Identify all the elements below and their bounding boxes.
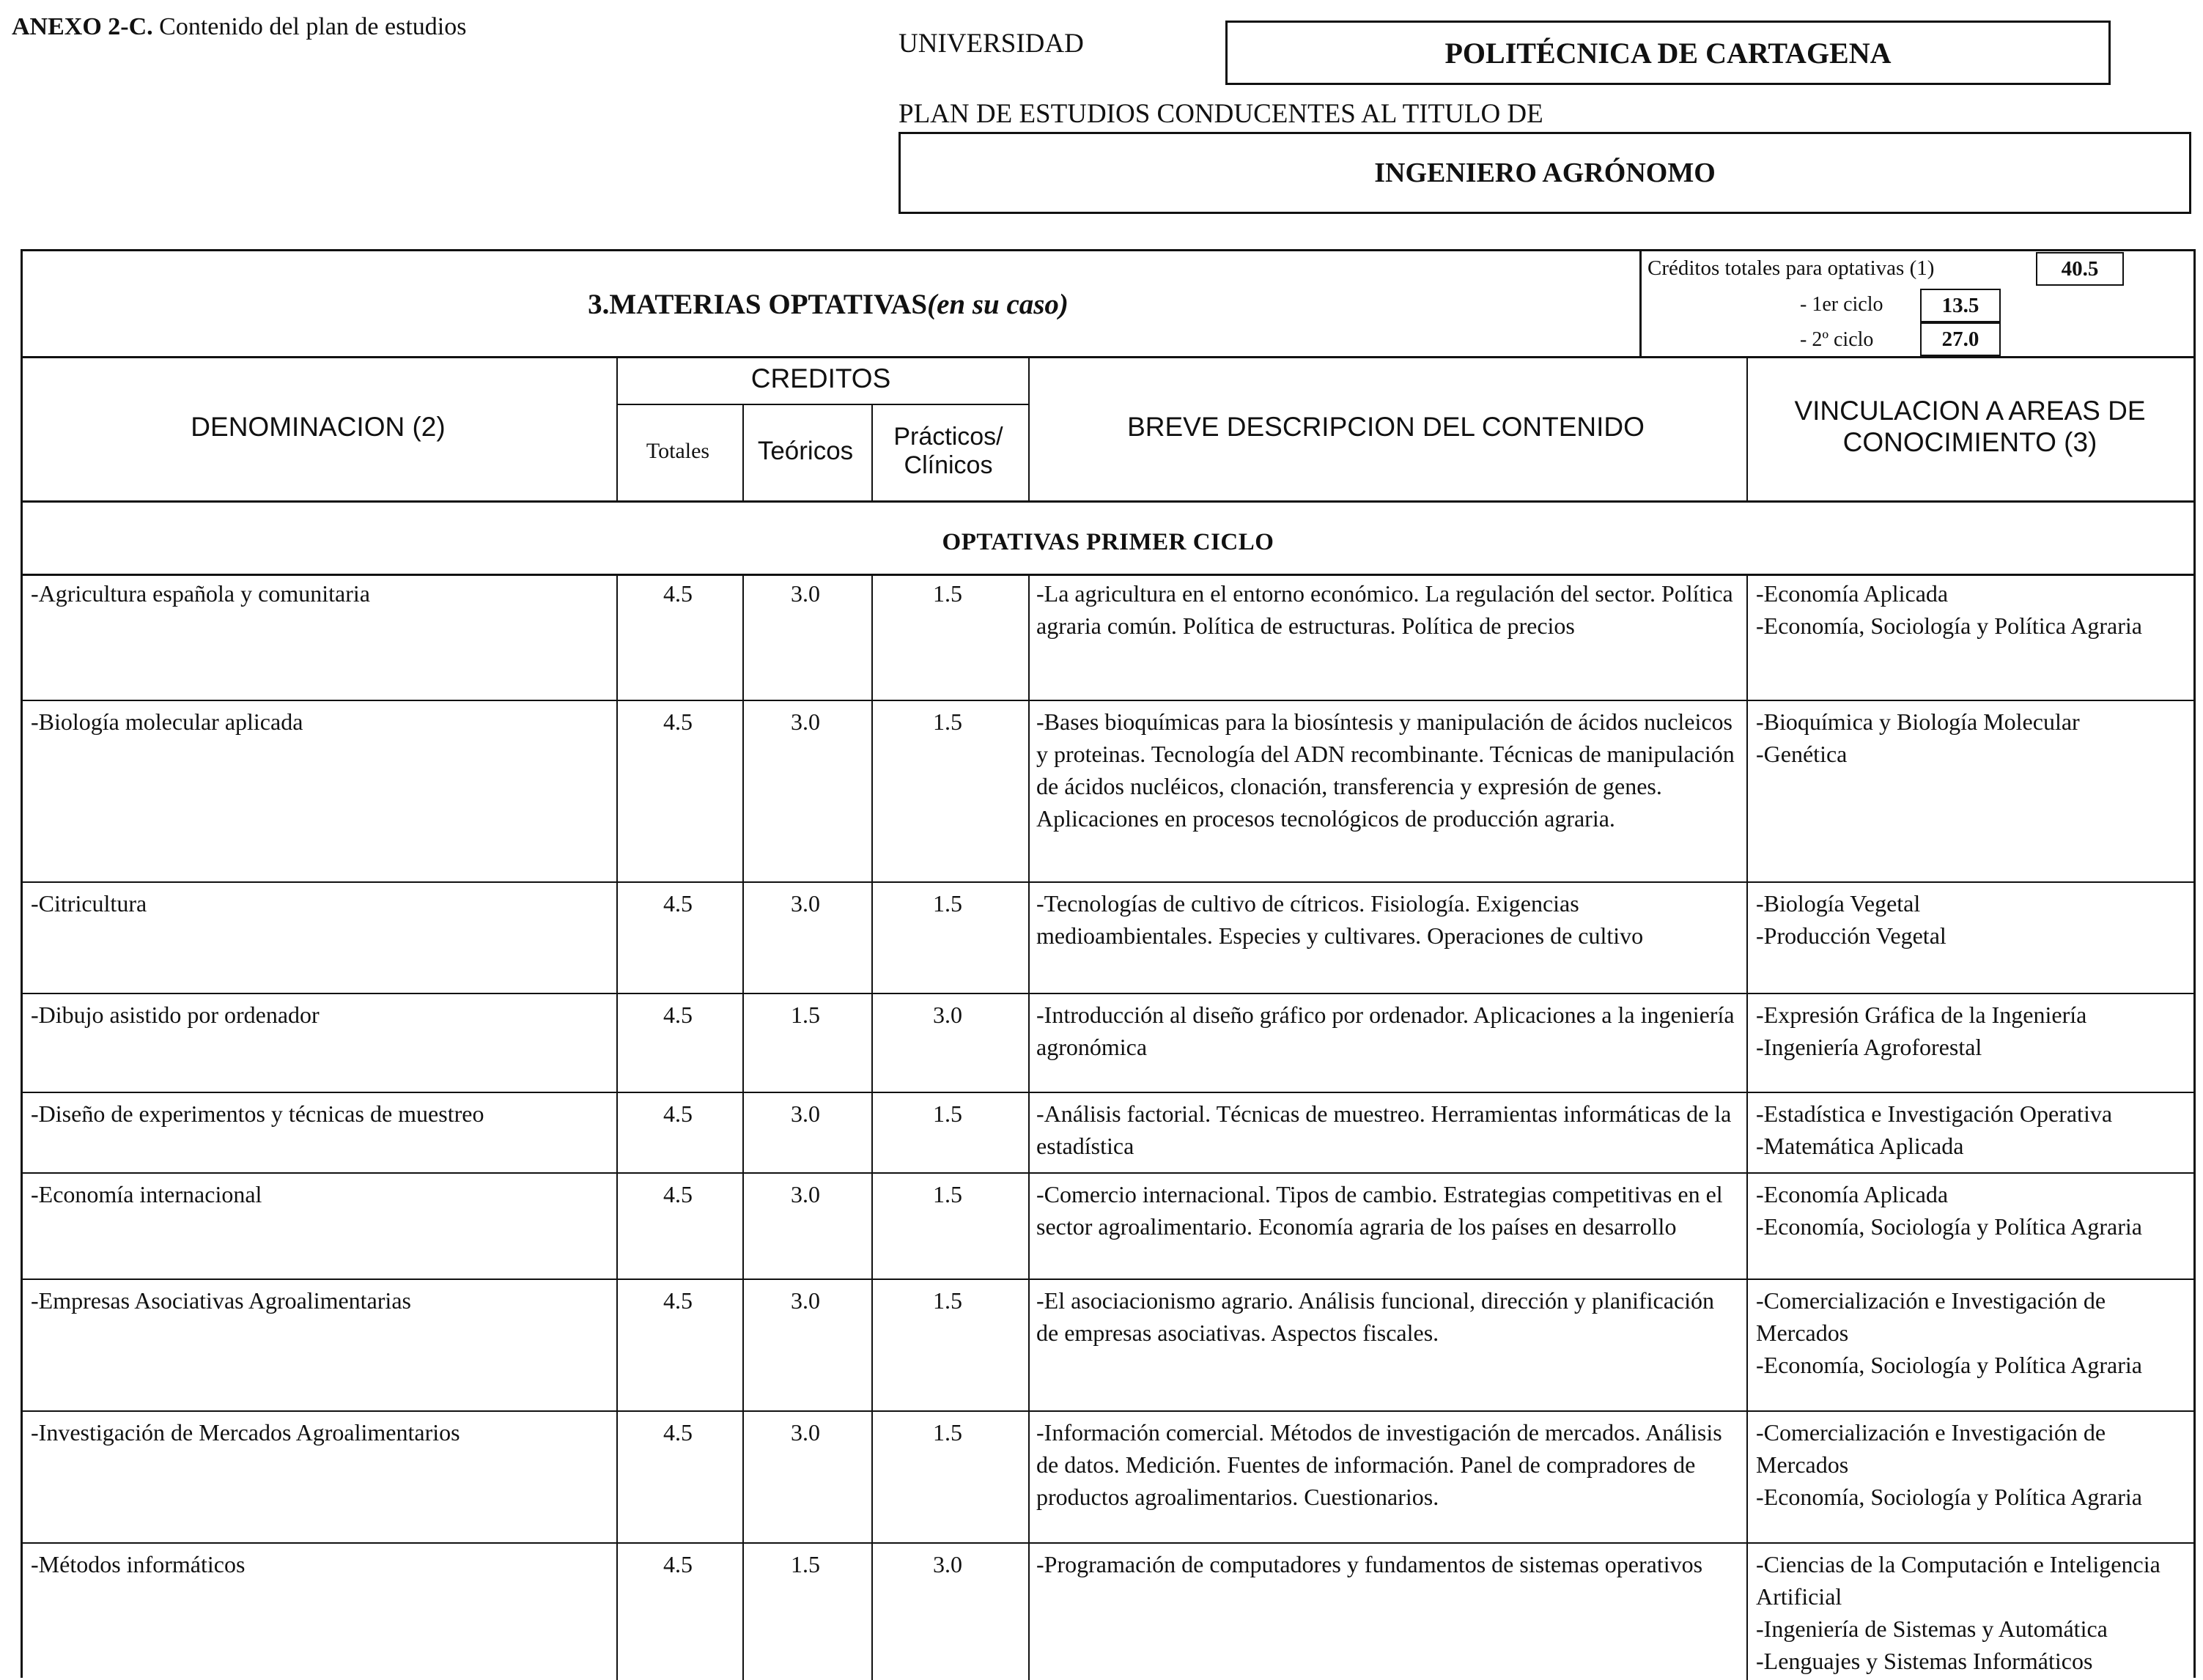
row-totales: 4.5: [663, 580, 693, 607]
row-name: -Investigación de Mercados Agroalimentarios: [31, 1419, 460, 1446]
rule-b-col5: [1746, 574, 1748, 1680]
university-name-box: POLITÉCNICA DE CARTAGENA: [1225, 21, 2111, 85]
row-areas: -Economía Aplicada -Economía, Sociología y Política Agraria: [1756, 580, 2142, 640]
row-descripcion: -Comercio internacional. Tipos de cambio. Estrategias competitivas en el sector agroalimentario. Economía agraria de los países en desarrollo: [1036, 1181, 1723, 1240]
row-practicos: 1.5: [933, 580, 962, 607]
row-totales: 4.5: [663, 1181, 693, 1207]
row-areas: -Estadística e Investigación Operativa -Matemática Aplicada: [1756, 1100, 2113, 1160]
row-divider: [22, 1092, 2194, 1093]
row-teoricos: 3.0: [791, 1287, 820, 1314]
col-teoricos: Teóricos: [757, 436, 854, 465]
row-practicos: 3.0: [933, 1551, 962, 1577]
cycle2-box: 27.0: [1920, 322, 2001, 356]
row-descripcion: -La agricultura en el entorno económico. La regulación del sector. Política agraria común. Política de estructuras. Política de precios: [1036, 580, 1733, 640]
row-divider: [22, 993, 2194, 994]
row-descripcion: -Programación de computadores y fundamentos de sistemas operativos: [1036, 1551, 1703, 1577]
subheading-primer-ciclo: OPTATIVAS PRIMER CICLO: [942, 528, 1274, 555]
row-descripcion: -Información comercial. Métodos de investigación de mercados. Análisis de datos. Medición. Fuentes de información. Panel de compradores de productos agroalimentarios. Cuestionarios.: [1036, 1419, 1722, 1511]
cycle2-label: - 2º ciclo: [1800, 328, 1874, 351]
col-practicos: Prácticos/ Clínicos: [893, 422, 1003, 479]
col-descripcion: BREVE DESCRIPCION DEL CONTENIDO: [1127, 411, 1645, 442]
row-totales: 4.5: [663, 1287, 693, 1314]
row-teoricos: 1.5: [791, 1551, 820, 1577]
row-divider: [22, 1172, 2194, 1174]
row-totales: 4.5: [663, 1100, 693, 1127]
university-label: UNIVERSIDAD: [898, 29, 1084, 59]
row-practicos: 1.5: [933, 1419, 962, 1446]
row-practicos: 1.5: [933, 1287, 962, 1314]
row-name: -Métodos informáticos: [31, 1551, 246, 1577]
row-teoricos: 1.5: [791, 1002, 820, 1028]
row-descripcion: -Análisis factorial. Técnicas de muestreo. Herramientas informáticas de la estadística: [1036, 1100, 1732, 1160]
row-name: -Dibujo asistido por ordenador: [31, 1002, 320, 1028]
row-totales: 4.5: [663, 708, 693, 735]
row-name: -Biología molecular aplicada: [31, 708, 303, 735]
row-descripcion: -Introducción al diseño gráfico por ordenador. Aplicaciones a la ingeniería agronómica: [1036, 1002, 1735, 1061]
row-teoricos: 3.0: [791, 580, 820, 607]
row-practicos: 1.5: [933, 708, 962, 735]
row-divider: [22, 1542, 2194, 1544]
row-areas: -Economía Aplicada -Economía, Sociología y Política Agraria: [1756, 1181, 2142, 1240]
row-teoricos: 3.0: [791, 1100, 820, 1127]
row-areas: -Ciencias de la Computación e Inteligencia Artificial -Ingeniería de Sistemas y Automática -Lenguajes y Sistemas Informáticos: [1756, 1551, 2160, 1675]
row-name: -Empresas Asociativas Agroalimentarias: [31, 1287, 411, 1314]
row-totales: 4.5: [663, 890, 693, 917]
row-name: -Diseño de experimentos y técnicas de muestreo: [31, 1100, 484, 1127]
section-title: 3.MATERIAS OPTATIVAS (en su caso): [588, 288, 1069, 320]
row-teoricos: 3.0: [791, 890, 820, 917]
row-teoricos: 3.0: [791, 1181, 820, 1207]
cycle1-box: 13.5: [1920, 289, 2001, 322]
row-name: -Agricultura española y comunitaria: [31, 580, 370, 607]
row-teoricos: 3.0: [791, 1419, 820, 1446]
row-name: -Economía internacional: [31, 1181, 262, 1207]
rule-section-split: [1639, 251, 1642, 356]
row-divider: [22, 1410, 2194, 1412]
plan-label: PLAN DE ESTUDIOS CONDUCENTES AL TITULO DE: [898, 99, 1543, 129]
row-practicos: 1.5: [933, 1181, 962, 1207]
col-denominacion: DENOMINACION (2): [191, 411, 446, 442]
cycle1-label: - 1er ciclo: [1800, 293, 1883, 316]
row-practicos: 1.5: [933, 890, 962, 917]
row-areas: -Comercialización e Investigación de Mercados -Economía, Sociología y Política Agraria: [1756, 1419, 2142, 1511]
row-areas: -Expresión Gráfica de la Ingeniería -Ingeniería Agroforestal: [1756, 1002, 2087, 1061]
rule-header-bottom: [23, 500, 2193, 503]
row-teoricos: 3.0: [791, 708, 820, 735]
row-descripcion: -El asociacionismo agrario. Análisis funcional, dirección y planificación de empresas asociativas. Aspectos fiscales.: [1036, 1287, 1715, 1347]
row-totales: 4.5: [663, 1419, 693, 1446]
row-totales: 4.5: [663, 1002, 693, 1028]
row-areas: -Bioquímica y Biología Molecular -Genética: [1756, 708, 2080, 768]
degree-title-box: INGENIERO AGRÓNOMO: [898, 132, 2191, 214]
row-divider: [22, 881, 2194, 883]
row-totales: 4.5: [663, 1551, 693, 1577]
rule-subheading-bottom: [23, 574, 2193, 576]
col-creditos: CREDITOS: [750, 363, 891, 393]
credits-total-box: 40.5: [2036, 252, 2124, 286]
rule-b-col4: [1028, 574, 1030, 1680]
credits-total-label: Créditos totales para optativas (1): [1647, 256, 1935, 280]
row-name: -Citricultura: [31, 890, 147, 917]
col-totales: Totales: [646, 438, 710, 463]
row-divider: [22, 1278, 2194, 1280]
row-practicos: 3.0: [933, 1002, 962, 1028]
row-areas: -Comercialización e Investigación de Mercados -Economía, Sociología y Política Agraria: [1756, 1287, 2142, 1379]
row-descripcion: -Bases bioquímicas para la biosíntesis y manipulación de ácidos nucleicos y proteinas. Tecnología del ADN recombinante. Técnicas de manipulación de ácidos nucléicos, clonación, transferencia y expresión de genes. Aplicaciones en procesos tecnológicos de producción agraria.: [1036, 708, 1735, 832]
annex-title: ANEXO 2-C. Contenido del plan de estudios: [12, 13, 467, 40]
row-practicos: 1.5: [933, 1100, 962, 1127]
row-areas: -Biología Vegetal -Producción Vegetal: [1756, 890, 1946, 950]
row-descripcion: -Tecnologías de cultivo de cítricos. Fisiología. Exigencias medioambientales. Especies y cultivares. Operaciones de cultivo: [1036, 890, 1644, 950]
col-vinculacion: VINCULACION A AREAS DE CONOCIMIENTO (3): [1794, 396, 2146, 457]
row-divider: [22, 700, 2194, 701]
